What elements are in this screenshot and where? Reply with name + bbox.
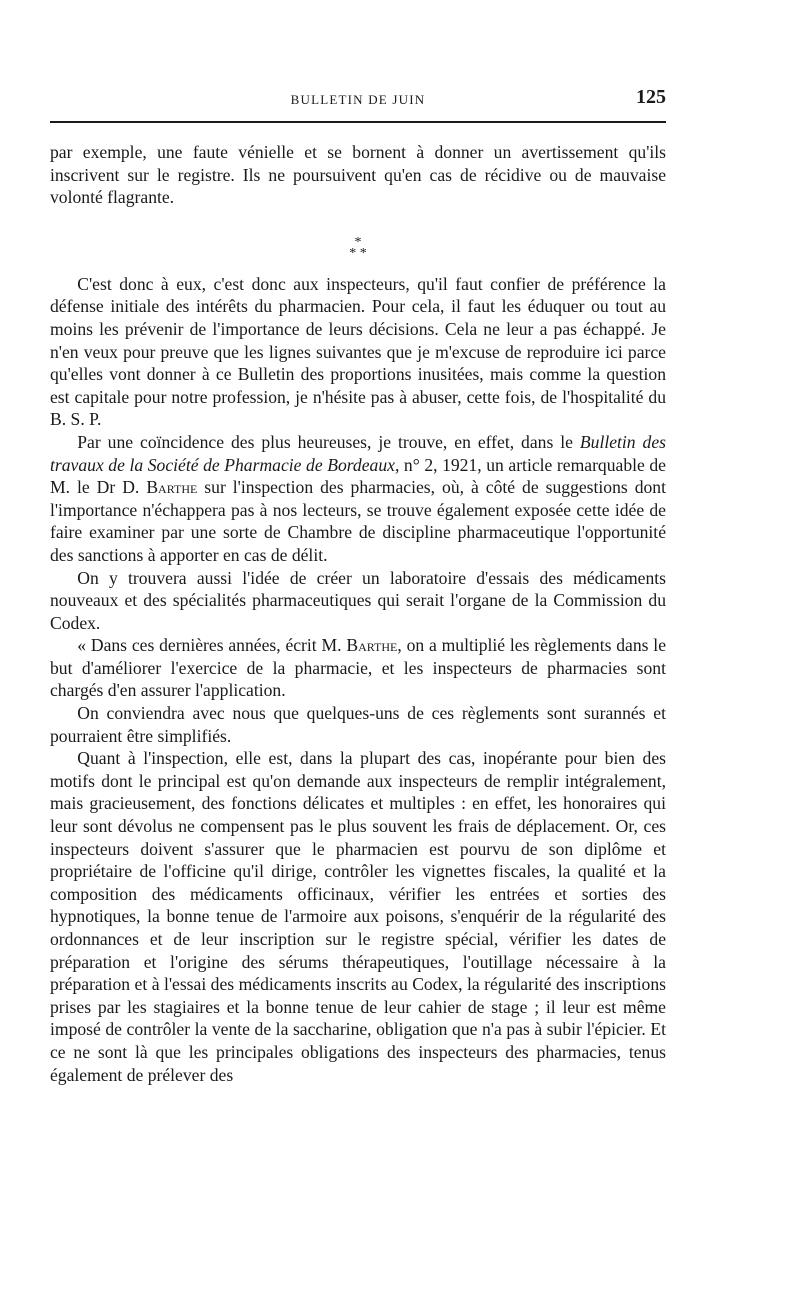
paragraph-coincidence — [50, 431, 666, 567]
paragraph-reglements: On conviendra avec nous que quelques-uns de ces règlements sont surannés et pourraient être simplifiés. — [50, 703, 666, 746]
section-separator-asterism — [50, 234, 666, 261]
running-title: BULLETIN DE JUIN — [290, 92, 426, 107]
text-segment: Par une coïncidence des plus heureuses, je trouve, en effet, dans le — [77, 431, 580, 452]
text-segment: « Dans ces dernières années, écrit M. — [77, 635, 347, 656]
header-rule — [50, 121, 666, 123]
paragraph-laboratoire: On y trouvera aussi l'idée de créer un laboratoire d'essais des médicaments nouveaux et des spécialités pharmaceutiques qui serait l'organe de la Commission du Codex. — [50, 567, 666, 633]
text-segment: , n° 2, 1921, un article remarquable de M. le Dr D. — [50, 454, 666, 498]
journal-title: Bulletin des travaux de la Société de Pharmacie de Bordeaux — [50, 431, 667, 475]
author-name: Barthe — [346, 635, 398, 656]
paragraph-inspection: Quant à l'inspection, elle est, dans la plupart des cas, inopérante pour bien des motifs dont le principal est qu'on demande aux inspecteurs de remplir intégralement, mais gracieusement, des fonctions délicates et multiples : en effet, les honoraires qui leur sont dévolus ne compensent pas le plus souvent les frais de déplacement. Or, ces inspecteurs doivent s'assurer que le pharmacien est pourvu de son diplôme et propriétaire de l'officine qu'il dirige, contrôler les vignettes fiscales, la qualité et la composition des médicaments officinaux, vérifier les entrées et sorties des hypnotiques, la bonne tenue de l'armoire aux poisons, s'enquérir de la régularité des ordonnances et de leur inscription sur le registre spécial, vérifier les dates de préparation et l'origine des sérums thérapeutiques, l'outillage nécessaire à la préparation et à l'essai des médicaments inscrits au Codex, la régularité des inscriptions prises par les stagiaires et la bonne tenue de leur cahier de stage ; il leur est même imposé de contrôler la vente de la saccharine, obligation que n'a pas à subir l'épicier. Et ce ne sont là que les principales obligations des inspecteurs des pharmacies, tenus également de prélever des — [50, 748, 666, 1085]
paragraph-inspecteurs: C'est donc à eux, c'est donc aux inspecteurs, qu'il faut confier de préférence la défense initiale des intérêts du pharmacien. Pour cela, il faut les éduquer ou tout au moins les prévenir de l'importance de leurs décisions. Cela ne leur a pas échappé. Je n'en veux pour preuve que les lignes suivantes que je m'excuse de reproduire ici parce qu'elles vont donner à ce Bulletin des proportions inusitées, mais comme la question est capitale pour notre profession, je n'hésite pas à abuser, cette fois, de l'hospitalité du B. S. P. — [50, 273, 666, 430]
paragraph-quote-start — [50, 634, 666, 702]
paragraph-continued: par exemple, une faute vénielle et se bornent à donner un avertissement qu'ils inscrivent sur le registre. Ils ne poursuivent qu'en cas de récidive ou de mauvaise volonté flagrante. — [50, 142, 666, 208]
asterism-bottom: * * — [349, 245, 367, 261]
asterism-top: * — [354, 234, 362, 250]
author-name: Barthe — [146, 477, 198, 498]
text-segment: sur l'inspection des pharmacies, où, à côté de suggestions dont l'importance n'échappera pas à nos lecteurs, se trouve également exposée cette idée de faire examiner par une sorte de Chambre de discipline pharmaceutique l'opportunité des sanctions à apporter en cas de délit. — [50, 477, 666, 565]
body-text — [50, 141, 666, 1086]
text-segment: , on a multiplié les règlements dans le but d'améliorer l'exercice de la pharmacie, et les inspecteurs de pharmacies sont chargés d'en assurer l'application. — [50, 635, 667, 701]
page-header — [50, 86, 666, 120]
page-number: 125 — [636, 86, 666, 108]
